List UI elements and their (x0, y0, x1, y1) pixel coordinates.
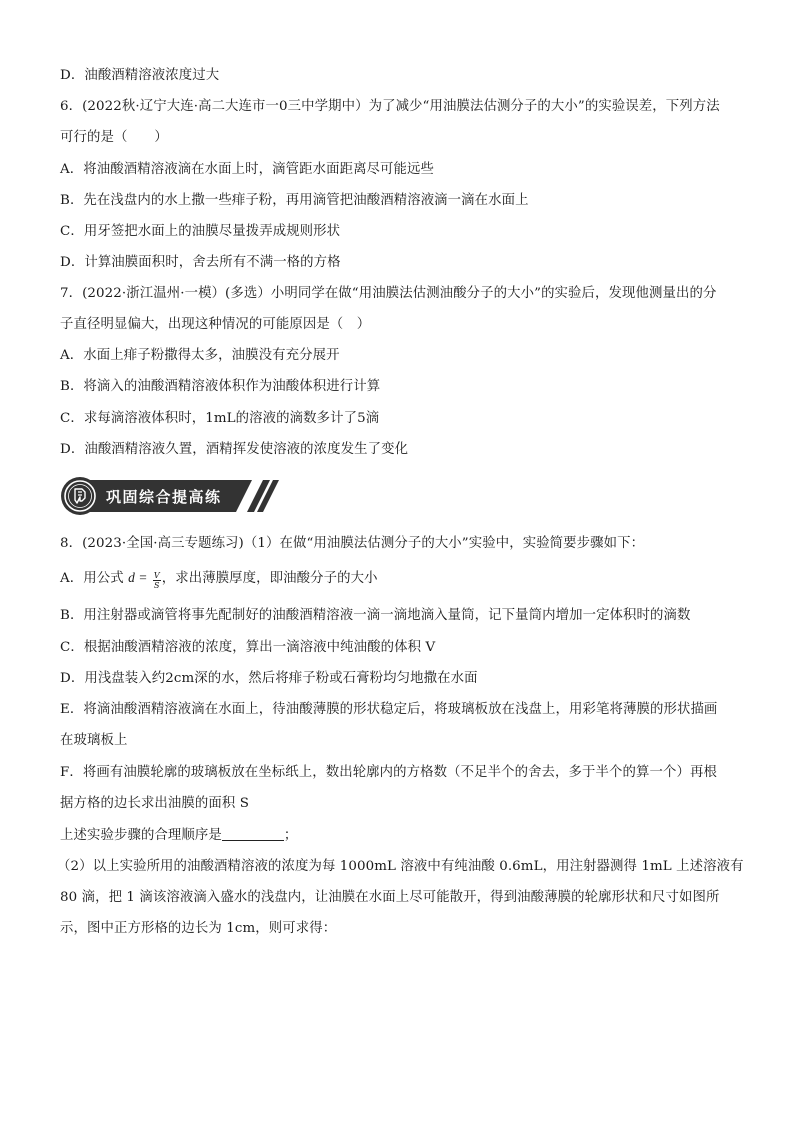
q7-option-d: D．油酸酒精溶液久置，酒精挥发使溶液的浓度发生了变化 (60, 442, 409, 457)
q6-option-b: B．先在浅盘内的水上撒一些痱子粉，再用滴管把油酸酒精溶液滴一滴在水面上 (60, 193, 529, 208)
q8-option-e-line1: E．将滴油酸酒精溶液滴在水面上，待油酸薄膜的形状稳定后，将玻璃板放在浅盘上，用彩笔将薄膜的形状描画 (60, 702, 718, 717)
answer-blank[interactable] (222, 827, 284, 841)
q6-stem-line1: 6．(2022秋·辽宁大连·高二大连市一0三中学期中）为了减少“用油膜法估测分子的大小”的实验误差，下列方法 (60, 99, 720, 114)
q8-stem: 8．(2023·全国·高三专题练习)（1）在做“用油膜法估测分子的大小”实验中，实验简要步骤如下： (60, 536, 645, 551)
q8-order-suffix: ； (283, 828, 298, 843)
section-banner-title: 巩固综合提高练 (106, 488, 222, 506)
q8-formula-fraction (153, 571, 161, 590)
q8-option-b: B．用注射器或滴管将事先配制好的油酸酒精溶液一滴一滴地滴入量筒，记下量筒内增加一定体积时的滴数 (60, 608, 691, 623)
q8-option-e-line2: 在玻璃板上 (60, 733, 128, 748)
q6-option-c: C．用牙签把水面上的油膜尽量拨弄成规则形状 (60, 224, 341, 239)
q8-option-c: C．根据油酸酒精溶液的浓度，算出一滴溶液中纯油酸的体积 V (60, 640, 436, 655)
q7-stem-line2: 子直径明显偏大，出现这种情况的可能原因是（ ） (60, 317, 371, 332)
q8-option-f-line2: 据方格的边长求出油膜的面积 S (60, 796, 250, 811)
q6-option-a: A．将油酸酒精溶液滴在水面上时，滴管距水面距离尽可能远些 (60, 162, 435, 177)
ribbon-badge-icon (70, 486, 90, 506)
q6-option-d: D．计算油膜面积时，舍去所有不满一格的方格 (60, 255, 341, 270)
q8-option-a (60, 569, 378, 590)
q8-option-a-prefix: A．用公式 (60, 571, 124, 586)
q6-stem-line2: 可行的是（ ） (60, 130, 168, 145)
q8-option-d: D．用浅盘装入约2cm深的水，然后将痱子粉或石膏粉均匀地撒在水面 (60, 671, 478, 686)
q8-part2-line3: 示，图中正方形格的边长为 1cm，则可求得： (60, 921, 337, 936)
q8-order-question (60, 827, 297, 845)
q8-order-prefix: 上述实验步骤的合理顺序是 (60, 828, 222, 843)
q5-option-d: D．油酸酒精溶液浓度过大 (60, 68, 220, 83)
q7-option-b: B．将滴入的油酸酒精溶液体积作为油酸体积进行计算 (60, 379, 381, 394)
q8-part2-line2: 80 滴，把 1 滴该溶液滴入盛水的浅盘内，让油膜在水面上尽可能散开，得到油酸薄膜的轮廓形状和尺寸如图所 (60, 890, 720, 905)
q8-option-a-suffix: ，求出薄膜厚度，即油酸分子的大小 (161, 571, 378, 586)
q8-part2-line1: （2）以上实验所用的油酸酒精溶液的浓度为每 1000mL 溶液中有纯油酸 0.6mL，用注射器测得 1mL 上述溶液有 (57, 859, 744, 874)
q8-formula-numerator: V (153, 571, 160, 580)
section-banner (60, 476, 285, 516)
q8-option-f-line1: F．将画有油膜轮廓的玻璃板放在坐标纸上，数出轮廓内的方格数（不足半个的舍去，多于半个的算一个）再根 (60, 765, 717, 780)
q7-option-a: A．水面上痱子粉撒得太多，油膜没有充分展开 (60, 348, 340, 363)
q7-stem-line1: 7．(2022·浙江温州·一模）(多选）小明同学在做“用油膜法估测油酸分子的大小”的实验后，发现他测量出的分 (60, 286, 717, 301)
q7-option-c: C．求每滴溶液体积时，1mL的溶液的滴数多计了5滴 (60, 411, 380, 426)
q8-formula-lhs: d = (128, 570, 148, 585)
q8-formula-denominator: S (153, 581, 160, 590)
